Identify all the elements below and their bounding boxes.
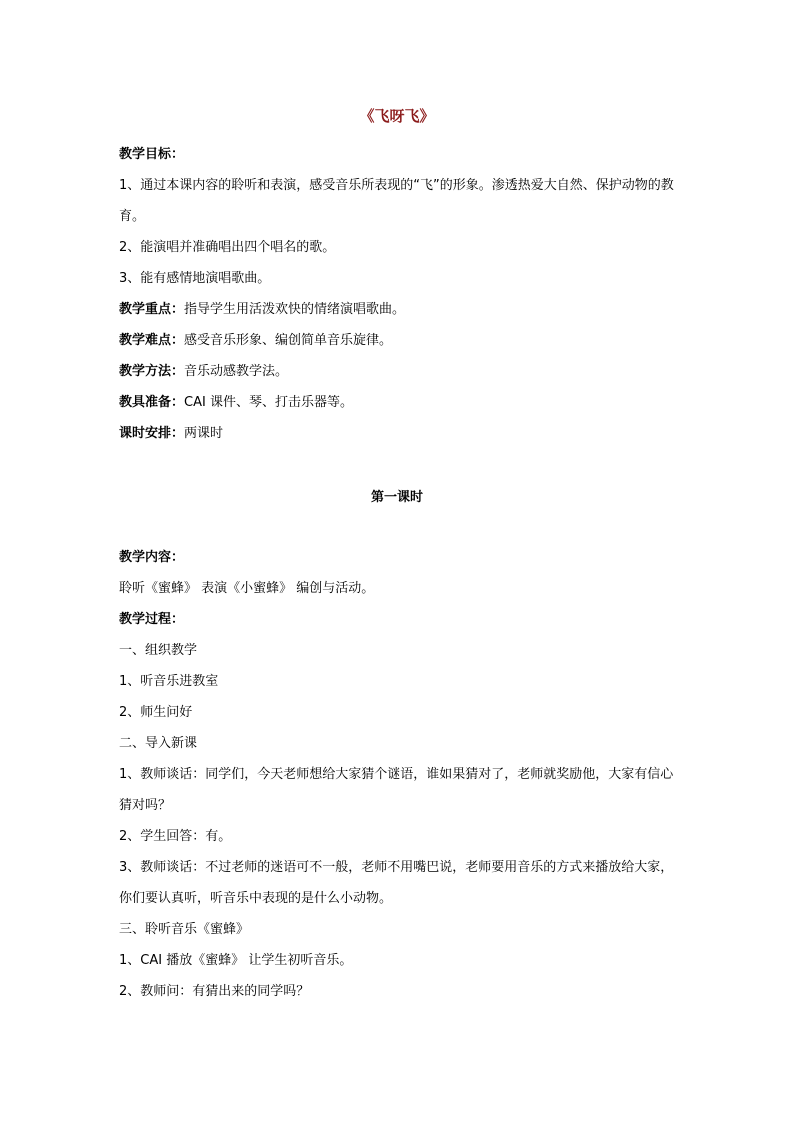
schedule-label: 课时安排： — [119, 426, 185, 441]
goal-item: 3、能有感情地演唱歌曲。 — [119, 271, 271, 286]
process-step: 3、教师谈话：不过老师的迷语可不一般，老师不用嘴巴说，老师要用音乐的方式来播放给大家，你们要认真听，听音乐中表现的是什么小动物。 — [119, 860, 674, 906]
key-point-label: 教学重点： — [119, 302, 185, 317]
key-point-row — [119, 294, 679, 325]
method-label: 教学方法： — [119, 364, 185, 379]
process-step: 2、教师问：有猜出来的同学吗？ — [119, 984, 310, 999]
difficulty-row — [119, 325, 679, 356]
content-text: 聆听《蜜蜂》 表演《小蜜蜂》 编创与活动。 — [119, 581, 375, 596]
process-step: 一、组织教学 — [119, 643, 198, 658]
goal-item: 1、通过本课内容的聆听和表演，感受音乐所表现的“飞”的形象。渗透热爱大自然、保护动物的教育。 — [119, 178, 674, 224]
document-title: 《飞呀飞》 — [359, 107, 435, 125]
materials-row — [119, 387, 679, 418]
lesson1-body — [119, 542, 679, 1007]
method-row — [119, 356, 679, 387]
materials-label: 教具准备： — [119, 395, 185, 410]
schedule-row — [119, 418, 679, 449]
process-step: 2、师生问好 — [119, 705, 193, 720]
process-step: 2、学生回答：有。 — [119, 829, 232, 844]
lesson-overview — [119, 139, 679, 449]
content-heading: 教学内容： — [119, 550, 185, 565]
key-point-text: 指导学生用活泼欢快的情绪演唱歌曲。 — [184, 302, 406, 317]
process-heading: 教学过程： — [119, 612, 185, 627]
process-step: 三、聆听音乐《蜜蜂》 — [119, 922, 250, 937]
method-text: 音乐动感教学法。 — [184, 364, 289, 379]
materials-text: CAI 课件、琴、打击乐器等。 — [184, 395, 353, 410]
process-step: 1、CAI 播放《蜜蜂》 让学生初听音乐。 — [119, 953, 353, 968]
goals-heading: 教学目标： — [119, 147, 185, 162]
process-step: 1、听音乐进教室 — [119, 674, 219, 689]
process-step: 二、导入新课 — [119, 736, 198, 751]
process-step: 1、教师谈话：同学们，今天老师想给大家猜个谜语，谁如果猜对了，老师就奖励他，大家有信心猜对吗？ — [119, 767, 674, 813]
difficulty-label: 教学难点： — [119, 333, 185, 348]
difficulty-text: 感受音乐形象、编创简单音乐旋律。 — [184, 333, 393, 348]
lesson1-heading: 第一课时 — [370, 490, 423, 505]
goal-item: 2、能演唱并准确唱出四个唱名的歌。 — [119, 240, 336, 255]
schedule-text: 两课时 — [184, 426, 224, 441]
